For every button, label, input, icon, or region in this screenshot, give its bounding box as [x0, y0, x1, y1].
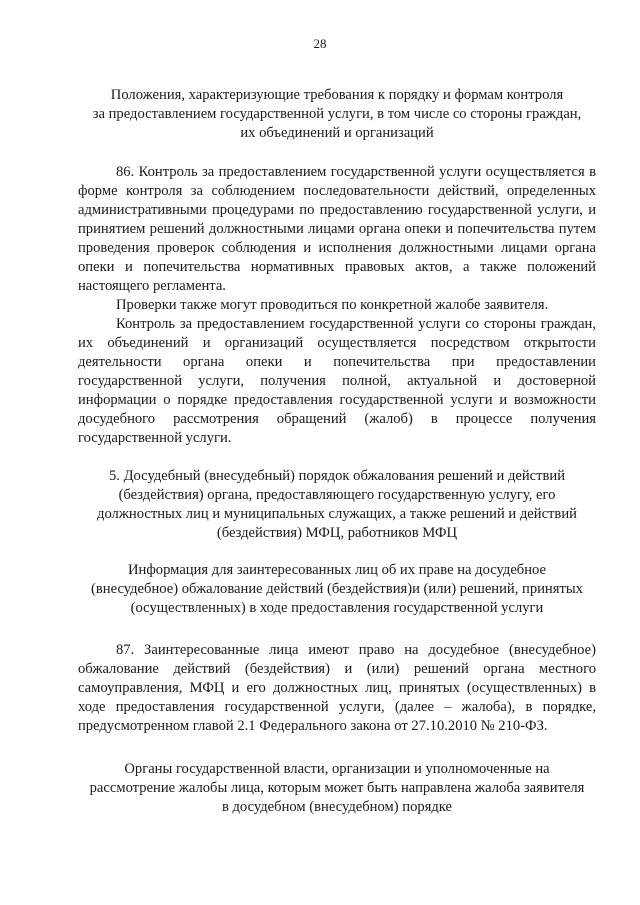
section-heading-control [78, 86, 596, 143]
heading-line: Органы государственной власти, организации и уполномоченные на [124, 761, 550, 777]
page-content [78, 86, 596, 817]
paragraph-86: 86. Контроль за предоставлением государственной услуги осуществляется в форме контроля за соблюдением последовательности действий, определенных административными процедурами по предоставлению государственной услуги, и принятием решений должностными лицами органа опеки и попечительства путем проведения проверок соблюдения и исполнения должностными лицами органа опеки и попечительства нормативных правовых актов, а также положений настоящего регламента. [78, 164, 596, 294]
heading-line: их объединений и организаций [240, 125, 434, 141]
heading-line: за предоставлением государственной услуги, в том числе со стороны граждан, [92, 106, 582, 122]
subheading-info [78, 561, 596, 618]
heading-line: Информация для заинтересованных лиц об их праве на досудебное [128, 562, 546, 578]
paragraph-complaint-checks: Проверки также могут проводиться по конкретной жалобе заявителя. [116, 297, 549, 313]
heading-line: (внесудебное) обжалование действий (бездействия)и (или) решений, принятых [91, 581, 583, 597]
heading-line: рассмотрение жалобы лица, которым может быть направлена жалоба заявителя [89, 780, 585, 796]
heading-line: Положения, характеризующие требования к порядку и формам контроля [110, 87, 564, 103]
paragraph-public-control: Контроль за предоставлением государственной услуги со стороны граждан, их объединений и организаций осуществляется посредством открытости деятельности органа опеки и попечительства при предоставлении государственной услуги, получения полной, актуальной и достоверной информации о порядке предоставления государственной услуги и возможности досудебного рассмотрения обращений (жалоб) в процессе получения государственной услуги. [78, 316, 596, 446]
section-heading-appeal [78, 467, 596, 543]
heading-line: (бездействия) МФЦ, работников МФЦ [216, 525, 458, 541]
subheading-bodies [78, 760, 596, 817]
heading-line: в досудебном (внесудебном) порядке [221, 799, 453, 815]
paragraph-87: 87. Заинтересованные лица имеют право на досудебное (внесудебное) обжалование действий (бездействия) и (или) решений органа местного самоуправления, МФЦ и его должностных лиц, принятых (осуществленных) в ходе предоставления государственной услуги, (далее – жалоба), в порядке, предусмотренном главой 2.1 Федерального закона от 27.10.2010 № 210-ФЗ. [78, 642, 596, 734]
page-number: 28 [313, 36, 327, 51]
heading-line: (осуществленных) в ходе предоставления государственной услуги [130, 600, 544, 616]
heading-line: (бездействия) органа, предоставляющего государственную услугу, его [118, 487, 556, 503]
heading-line: 5. Досудебный (внесудебный) порядок обжалования решений и действий [108, 468, 566, 484]
heading-line: должностных лиц и муниципальных служащих, а также решений и действий [97, 506, 577, 522]
